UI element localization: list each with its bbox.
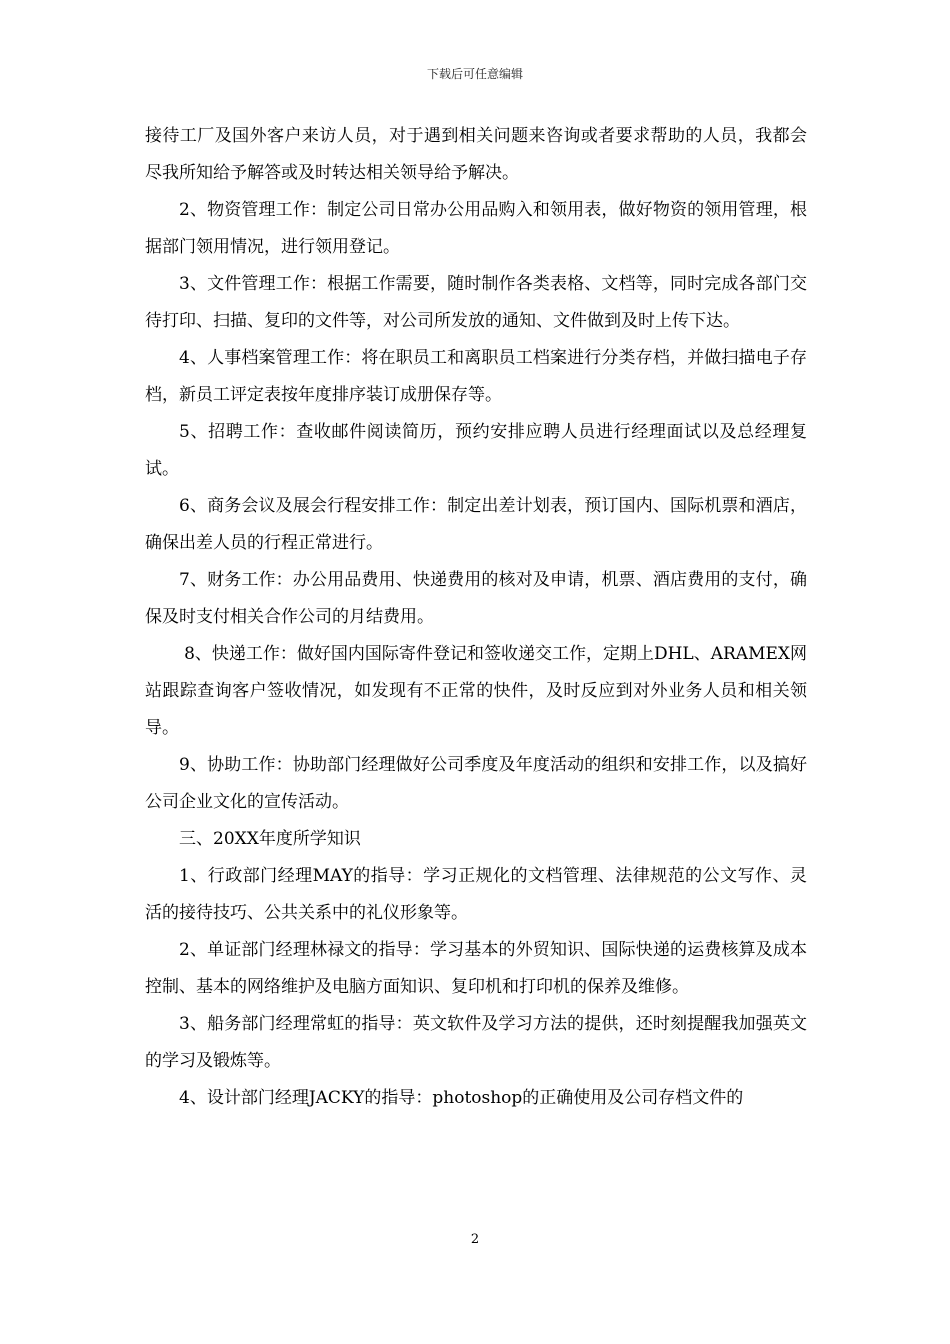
paragraph-finance: 7、财务工作：办公用品费用、快递费用的核对及申请，机票、酒店费用的支付，确保及时支付相关合作公司的月结费用。 bbox=[145, 570, 807, 627]
paragraph-design-guidance: 4、设计部门经理JACKY的指导：photoshop的正确使用及公司存档文件的 bbox=[179, 1088, 744, 1108]
paragraph-admin-guidance: 1、行政部门经理MAY的指导：学习正规化的文档管理、法律规范的公文写作、灵活的接待技巧、公共关系中的礼仪形象等。 bbox=[145, 866, 807, 923]
document-body bbox=[145, 118, 807, 1117]
paragraph-recruitment: 5、招聘工作：查收邮件阅读简历，预约安排应聘人员进行经理面试以及总经理复试。 bbox=[145, 422, 807, 479]
section-heading-knowledge: 三、20XX年度所学知识 bbox=[179, 829, 361, 849]
page-number: 2 bbox=[470, 1232, 480, 1247]
page-header: 下载后可任意编辑 bbox=[426, 67, 523, 81]
paragraph-reception: 接待工厂及国外客户来访人员，对于遇到相关问题来咨询或者要求帮助的人员，我都会尽我所知给予解答或及时转达相关领导给予解决。 bbox=[145, 126, 807, 183]
paragraph-business-travel: 6、商务会议及展会行程安排工作：制定出差计划表，预订国内、国际机票和酒店，确保出差人员的行程正常进行。 bbox=[145, 496, 807, 553]
paragraph-materials-management: 2、物资管理工作：制定公司日常办公用品购入和领用表，做好物资的领用管理，根据部门领用情况，进行领用登记。 bbox=[145, 200, 807, 257]
paragraph-file-management: 3、文件管理工作：根据工作需要，随时制作各类表格、文档等，同时完成各部门交待打印、扫描、复印的文件等，对公司所发放的通知、文件做到及时上传下达。 bbox=[145, 274, 807, 331]
paragraph-express-delivery: 8、快递工作：做好国内国际寄件登记和签收递交工作，定期上DHL、ARAMEX网站跟踪查询客户签收情况，如发现有不正常的快件，及时反应到对外业务人员和相关领导。 bbox=[145, 644, 807, 738]
paragraph-documents-guidance: 2、单证部门经理林禄文的指导：学习基本的外贸知识、国际快递的运费核算及成本控制、基本的网络维护及电脑方面知识、复印机和打印机的保养及维修。 bbox=[145, 940, 807, 997]
paragraph-shipping-guidance: 3、船务部门经理常虹的指导：英文软件及学习方法的提供，还时刻提醒我加强英文的学习及锻炼等。 bbox=[145, 1014, 807, 1071]
paragraph-personnel-archives: 4、人事档案管理工作：将在职员工和离职员工档案进行分类存档，并做扫描电子存档，新员工评定表按年度排序装订成册保存等。 bbox=[145, 348, 807, 405]
paragraph-assistance: 9、协助工作：协助部门经理做好公司季度及年度活动的组织和安排工作，以及搞好公司企业文化的宣传活动。 bbox=[145, 755, 807, 812]
